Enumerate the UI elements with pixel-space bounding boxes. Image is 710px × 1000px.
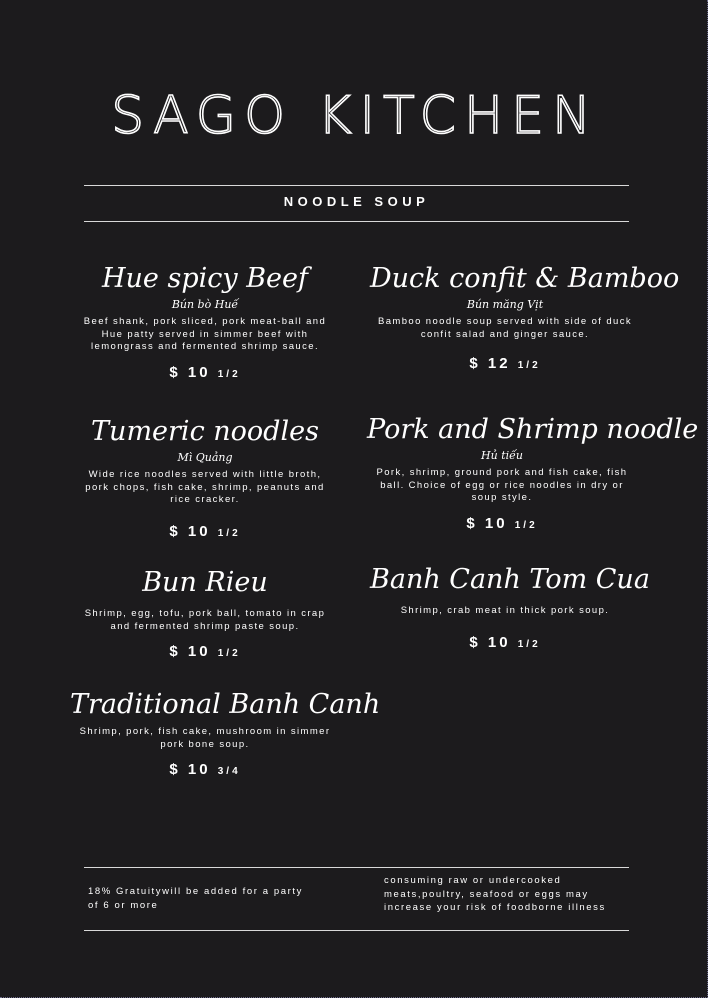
price-dollar: $	[169, 522, 181, 540]
price-fraction: 3/4	[217, 766, 241, 777]
item-price	[70, 364, 340, 381]
item-description: Bamboo noodle soup served with side of duck confit salad and ginger sauce.	[377, 316, 632, 340]
menu-item-traditional-banh-canh	[70, 688, 381, 778]
item-vietnamese-name: Bún măng Vịt	[466, 298, 544, 311]
item-name: Banh Canh Tom Cua	[370, 564, 650, 595]
item-name: Tumeric noodles	[91, 416, 319, 447]
item-name: Pork and Shrimp noodle	[367, 414, 699, 445]
menu-item-tumeric-noodles	[70, 415, 340, 540]
item-description: Shrimp, egg, tofu, pork ball, tomato in crap and fermented shrimp paste soup.	[84, 608, 326, 632]
restaurant-name: SAGO KITCHEN	[111, 86, 599, 146]
item-price	[367, 515, 637, 532]
price-fraction: 1/2	[217, 368, 241, 380]
price-fraction: 1/2	[217, 648, 241, 659]
menu-item-duck-confit-bamboo	[370, 262, 680, 372]
section-top-rule	[84, 185, 629, 186]
price-dollar: $	[169, 363, 181, 381]
price-fraction: 1/2	[514, 519, 538, 531]
price-whole: 10	[487, 633, 511, 651]
price-dollar: $	[169, 761, 181, 778]
footer-top-rule	[84, 867, 629, 868]
price-whole: 10	[187, 643, 211, 660]
price-whole: 10	[187, 363, 211, 381]
item-price	[70, 761, 340, 778]
price-whole: 10	[187, 761, 211, 778]
item-vietnamese-name: Hủ tiếu	[481, 449, 523, 462]
item-description: Shrimp, crab meat in thick pork soup.	[400, 605, 610, 616]
gratuity-note: 18% Gratuitywill be added for a party of 6 or more	[88, 886, 303, 911]
item-vietnamese-name: Mì Quảng	[177, 451, 233, 464]
section-bottom-rule	[84, 221, 629, 222]
item-description: Wide rice noodles served with little broth, pork chops, fish cake, shrimp, peanuts and rice cracker.	[85, 469, 325, 505]
price-whole: 10	[187, 522, 211, 540]
food-safety-warning: consuming raw or undercooked meats,poultry, seafood or eggs may increase your risk of foodborne illness	[384, 875, 606, 913]
menu-item-pork-shrimp-noodle	[367, 413, 699, 532]
price-fraction: 1/2	[517, 638, 541, 650]
price-whole: 10	[484, 514, 508, 532]
item-price	[70, 643, 340, 660]
item-vietnamese-name: Bún bò Huế	[171, 298, 239, 311]
item-name: Duck confit & Bamboo	[370, 263, 680, 294]
footer-bottom-rule	[84, 930, 629, 931]
price-fraction: 1/2	[517, 360, 541, 371]
item-description: Beef shank, pork sliced, pork meat-ball and Hue patty served in simmer beef with lemongrass and fermented shrimp sauce.	[83, 316, 327, 352]
price-dollar: $	[169, 643, 181, 660]
item-price	[370, 634, 640, 651]
item-description: Shrimp, pork, fish cake, mushroom in simmer pork bone soup.	[79, 726, 331, 750]
item-price	[70, 523, 340, 540]
section-title: NOODLE SOUP	[283, 194, 430, 209]
menu-item-hue-spicy-beef	[70, 262, 340, 381]
item-name: Bun Rieu	[142, 567, 268, 598]
price-whole: 12	[487, 355, 511, 372]
item-name: Traditional Banh Canh	[70, 689, 381, 720]
menu-item-banh-canh-tom-cua	[370, 563, 650, 651]
item-name: Hue spicy Beef	[101, 263, 309, 294]
menu-item-bun-rieu	[70, 566, 340, 660]
price-dollar: $	[466, 514, 478, 532]
item-price	[370, 355, 640, 372]
price-dollar: $	[469, 633, 481, 651]
price-fraction: 1/2	[217, 527, 241, 539]
price-dollar: $	[469, 355, 481, 372]
item-description: Pork, shrimp, ground pork and fish cake, fish ball. Choice of egg or rice noodles in dry or soup style.	[376, 467, 628, 503]
